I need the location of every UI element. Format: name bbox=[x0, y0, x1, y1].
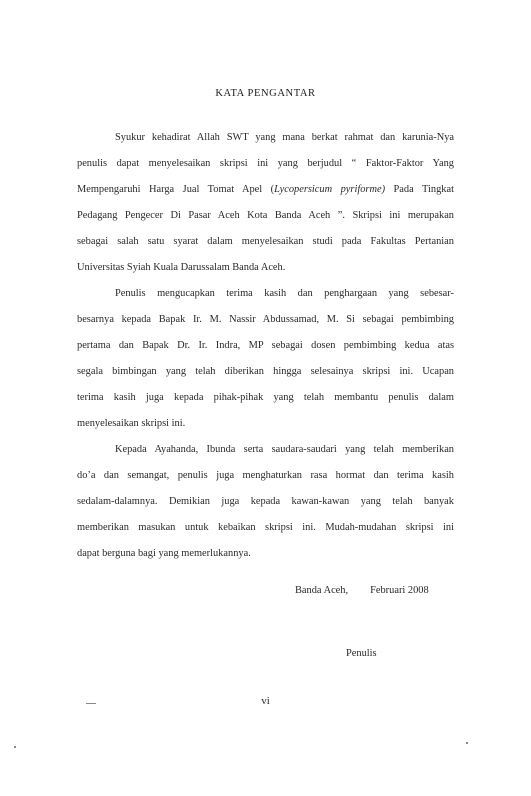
scan-speck bbox=[86, 703, 96, 704]
paragraph-1-line-4: Pedagang Pengecer Di Pasar Aceh Kota Banda Aceh ”. Skripsi ini merupakan bbox=[77, 210, 454, 221]
paragraph-2-line-2: besarnya kepada Bapak Ir. M. Nassir Abdussamad, M. Si sebagai pembimbing bbox=[77, 314, 454, 325]
page-number: vi bbox=[261, 695, 270, 707]
paragraph-1-line-2: penulis dapat menyelesaikan skripsi ini yang berjudul “ Faktor-Faktor Yang bbox=[77, 158, 454, 169]
paragraph-1-line-3-text-b: Pada Tingkat bbox=[385, 184, 454, 195]
paragraph-3-line-5: dapat berguna bagi yang memerlukannya. bbox=[77, 548, 251, 559]
paragraph-2-line-4: segala bimbingan yang telah diberikan hingga selesainya skripsi ini. Ucapan bbox=[77, 366, 454, 377]
paragraph-1-line-3-text-a: Mempengaruhi Harga Jual Tomat Apel ( bbox=[77, 184, 275, 195]
scan-speck bbox=[14, 746, 16, 748]
scan-speck bbox=[466, 742, 468, 744]
signature-place: Banda Aceh, bbox=[295, 585, 349, 596]
paragraph-2-line-5: terima kasih juga kepada pihak-pihak yang telah membantu penulis dalam bbox=[77, 392, 454, 403]
paragraph-1-line-3 bbox=[77, 183, 454, 196]
signature-date bbox=[295, 585, 429, 596]
paragraph-3-line-2: do’a dan semangat, penulis juga menghaturkan rasa hormat dan terima kasih bbox=[77, 470, 454, 481]
paragraph-2-line-1: Penulis mengucapkan terima kasih dan penghargaan yang sebesar- bbox=[115, 288, 454, 299]
page-title: KATA PENGANTAR bbox=[215, 88, 316, 99]
paragraph-3-line-3: sedalam-dalamnya. Demikian juga kepada kawan-kawan yang telah banyak bbox=[77, 496, 454, 507]
paragraph-2-line-3: pertama dan Bapak Dr. Ir. Indra, MP sebagai dosen pembimbing kedua atas bbox=[77, 340, 454, 351]
paragraph-3-line-4: memberikan masukan untuk kebaikan skripsi ini. Mudah-mudahan skripsi ini bbox=[77, 522, 454, 533]
signature-name: Penulis bbox=[346, 648, 377, 659]
signature-month: Februari 2008 bbox=[370, 585, 429, 596]
paragraph-2-line-6: menyelesaikan skripsi ini. bbox=[77, 418, 186, 429]
paragraph-1-line-5: sebagai salah satu syarat dalam menyelesaikan studi pada Fakultas Pertanian bbox=[77, 236, 454, 247]
paragraph-1-line-6: Universitas Syiah Kuala Darussalam Banda Aceh. bbox=[77, 262, 286, 273]
scientific-name: Lycopersicum pyriforme) bbox=[274, 184, 386, 195]
paragraph-1-line-1: Syukur kehadirat Allah SWT yang mana berkat rahmat dan karunia-Nya bbox=[115, 132, 454, 143]
paragraph-3-line-1: Kepada Ayahanda, Ibunda serta saudara-saudari yang telah memberikan bbox=[115, 444, 454, 455]
